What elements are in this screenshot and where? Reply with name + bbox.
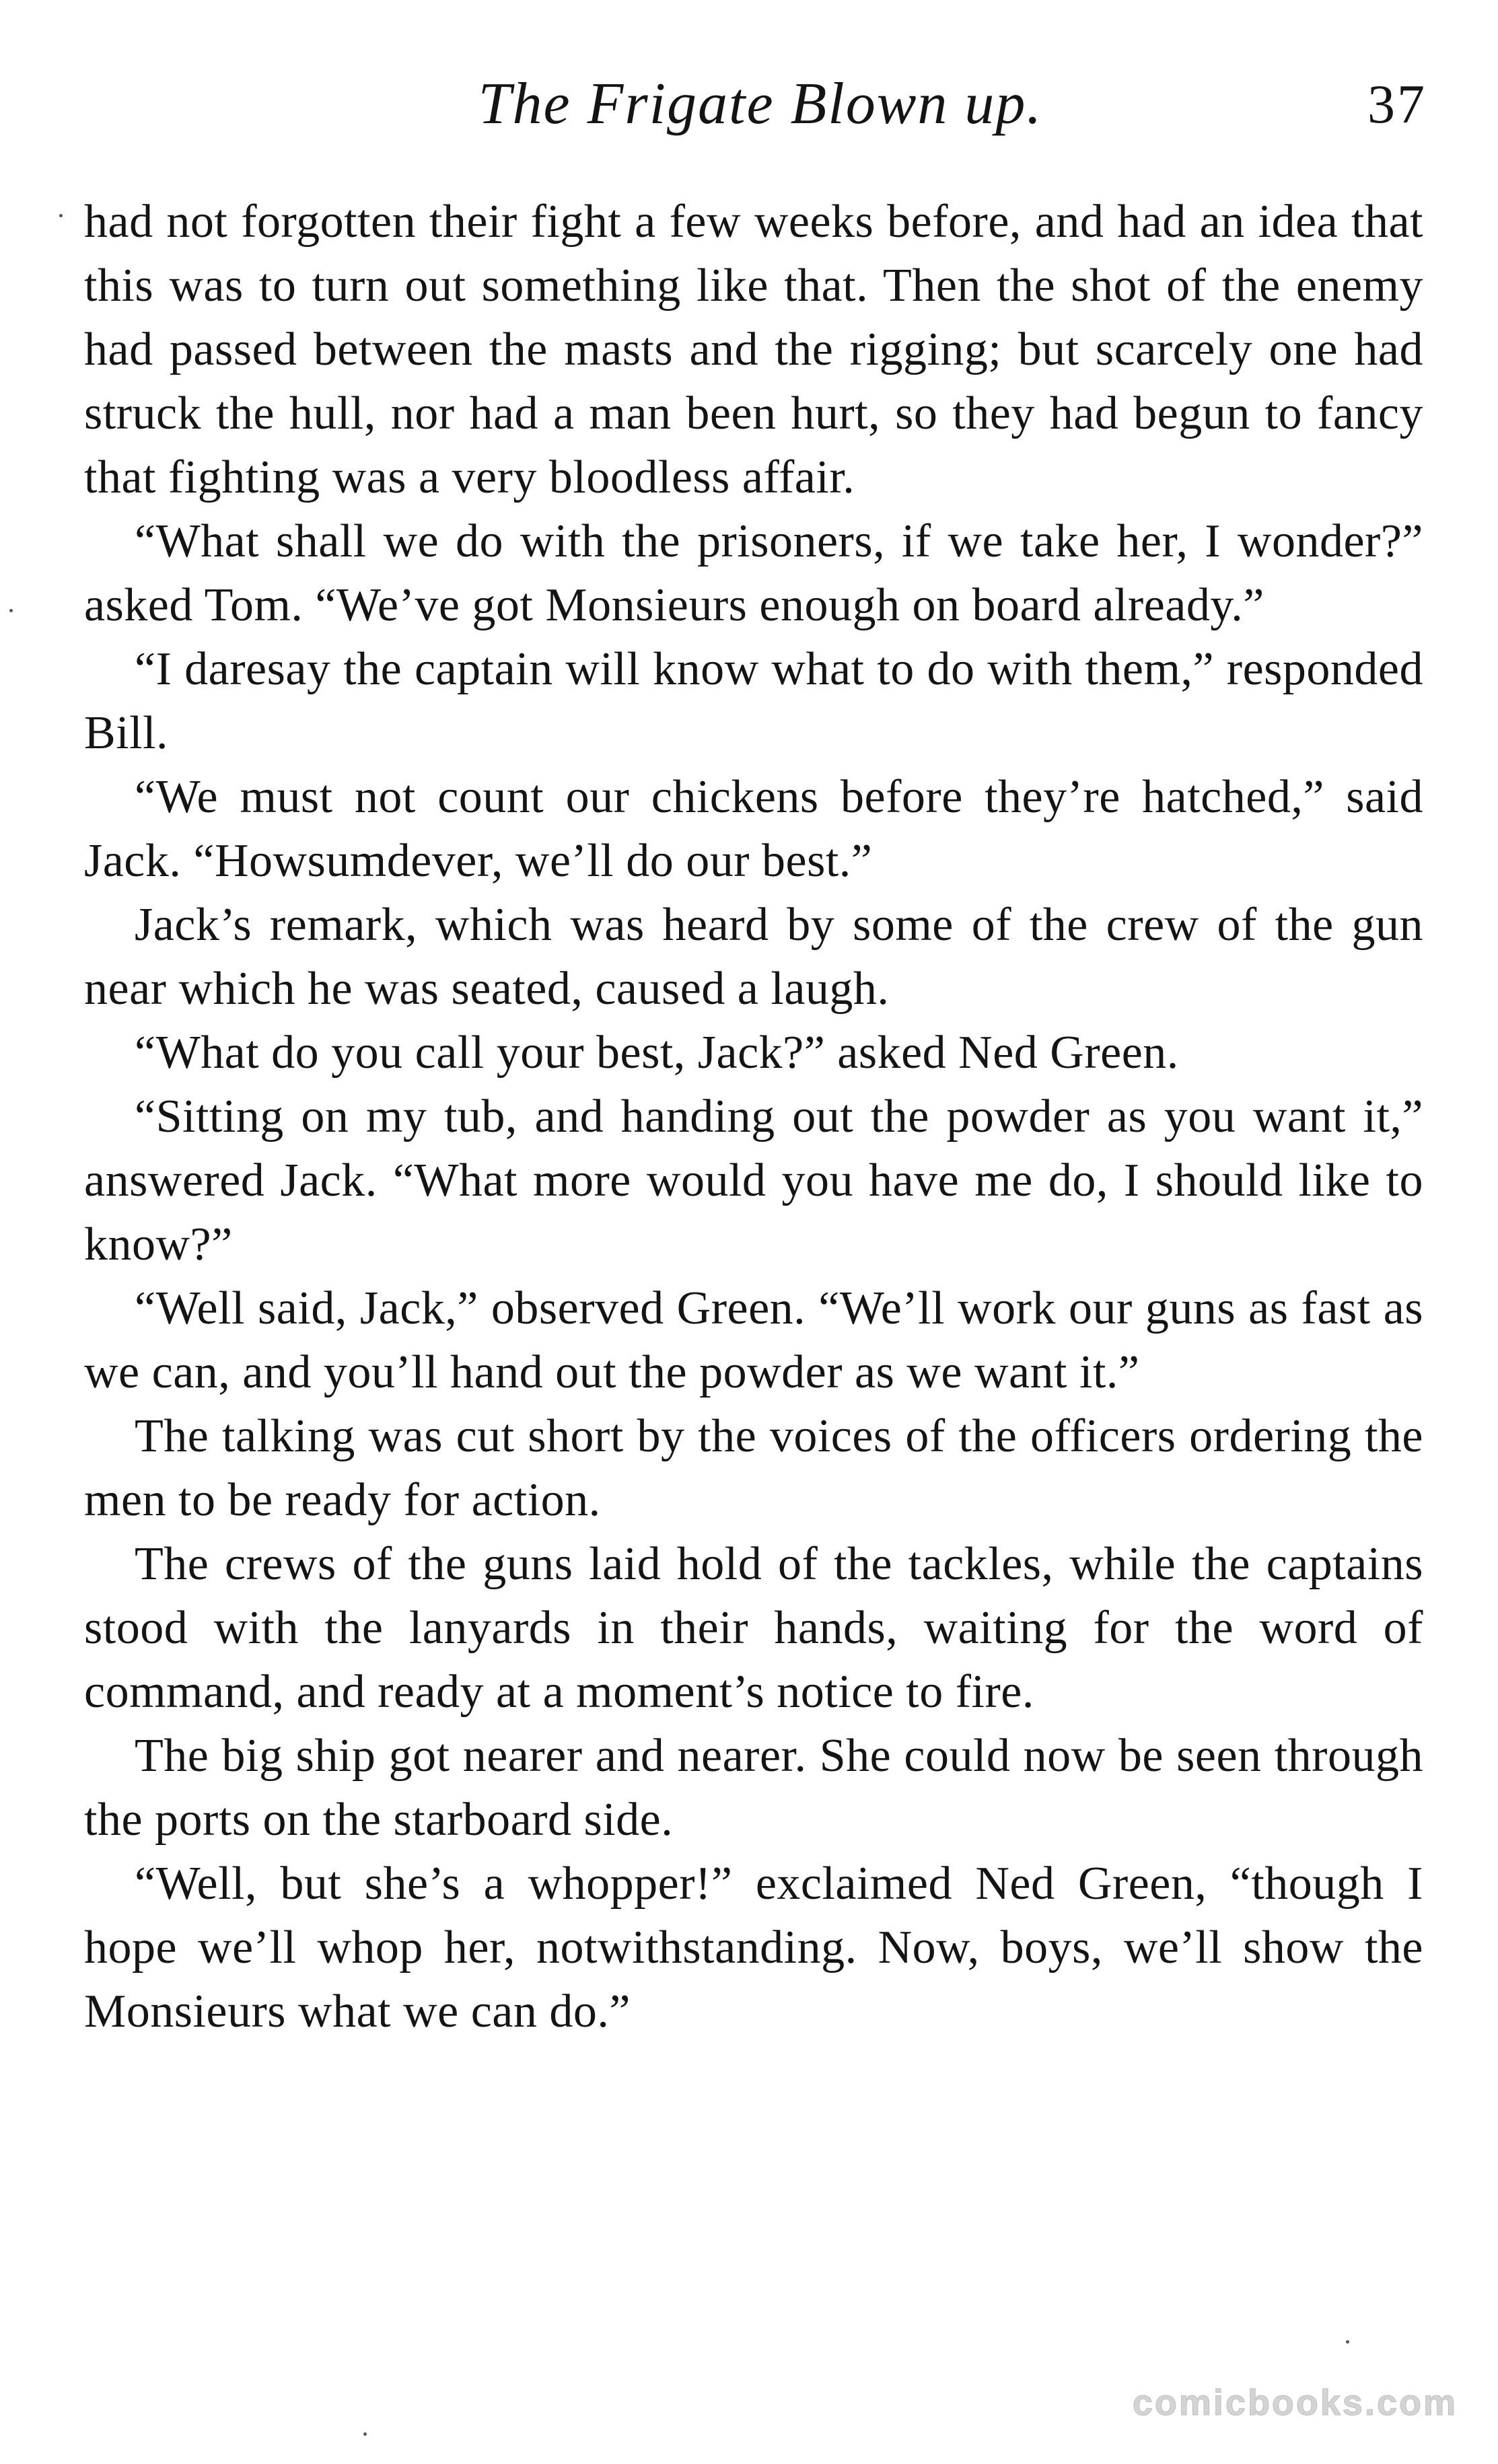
paragraph: “We must not count our chickens before they’re hatched,” said Jack. “Howsumdever, we’ll do our best.” (84, 771, 1423, 887)
watermark: comicbooks.com (1132, 2383, 1458, 2423)
print-speck (59, 214, 63, 217)
paragraph: The big ship got nearer and nearer. She could now be seen through the ports on the starboard side. (84, 1730, 1423, 1846)
paragraph: “What shall we do with the prisoners, if we take her, I wonder?” asked Tom. “We’ve got Monsieurs enough on board already.” (84, 515, 1423, 631)
running-title: The Frigate Blown up. (478, 71, 1043, 137)
paragraph: “I daresay the captain will know what to do with them,” responded Bill. (84, 643, 1423, 759)
print-speck (1346, 2340, 1349, 2344)
paragraph: “Well said, Jack,” observed Green. “We’ll work our guns as fast as we can, and you’ll hand out the powder as we want it.” (84, 1282, 1423, 1398)
paragraph: “Well, but she’s a whopper!” exclaimed Ned Green, “though I hope we’ll whop her, notwithstanding. Now, boys, we’ll show the Monsieurs what we can do.” (84, 1858, 1423, 2037)
print-speck (9, 609, 13, 612)
print-speck (363, 2432, 367, 2436)
paragraph: The talking was cut short by the voices of the officers ordering the men to be ready for action. (84, 1410, 1423, 1526)
page-number: 37 (1367, 73, 1427, 135)
paragraph: had not forgotten their fight a few weeks before, and had an idea that this was to turn out something like that. Then the shot of the enemy had passed between the masts and the rigging; but scarcely one had struck the hull, nor had a man been hurt, so they had begun to fancy that fighting was a very bloodless affair. (84, 196, 1423, 503)
paragraph: Jack’s remark, which was heard by some of the crew of the gun near which he was seated, caused a laugh. (84, 899, 1423, 1015)
page-header (94, 64, 1427, 145)
paragraph: “Sitting on my tub, and handing out the powder as you want it,” answered Jack. “What more would you have me do, I should like to know?” (84, 1091, 1423, 1270)
paragraph: The crews of the guns laid hold of the tackles, while the captains stood with the lanyards in their hands, waiting for the word of command, and ready at a moment’s notice to fire. (84, 1538, 1423, 1718)
paragraph: “What do you call your best, Jack?” asked Ned Green. (135, 1027, 1179, 1079)
text-body (84, 190, 1423, 2043)
